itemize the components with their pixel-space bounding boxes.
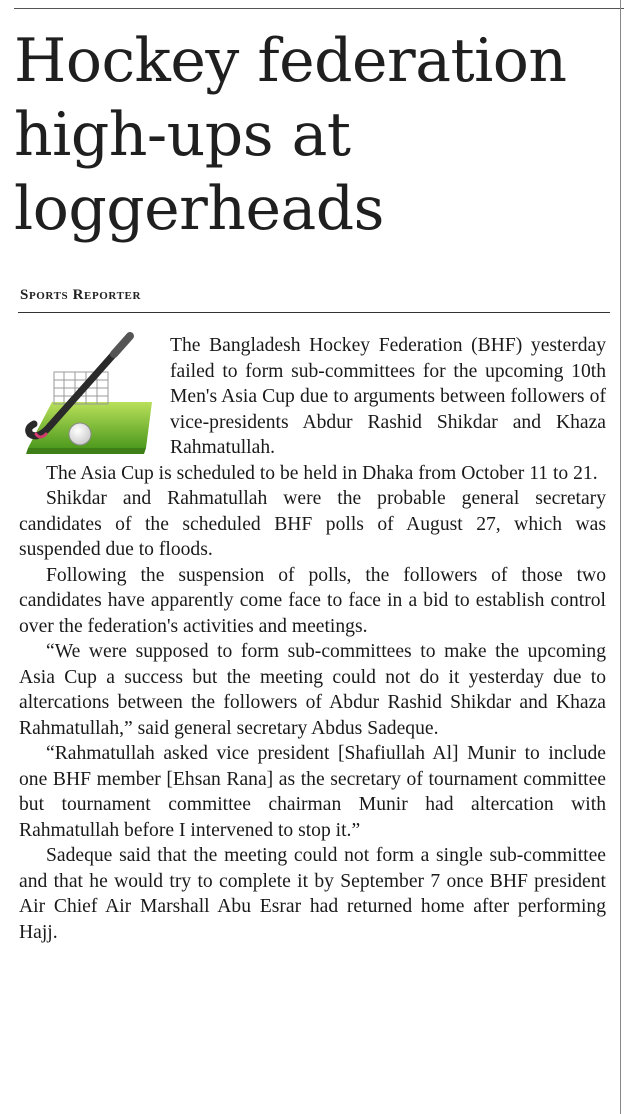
paragraph-lede: The Bangladesh Hockey Federation (BHF) yesterday failed to form sub-committees for the upcoming 10th Men's Asia Cup due to arguments between followers of vice-presidents Abdur Rashid Shikdar and Khaza Rahmatullah. xyxy=(170,335,606,458)
paragraph: Following the suspension of polls, the followers of those two candidates have apparently come face to face in a bid to establish control over the federation's activities and meetings. xyxy=(19,564,606,637)
paragraph: The Asia Cup is scheduled to be held in Dhaka from October 11 to 21. xyxy=(46,462,598,484)
column-rule xyxy=(620,0,621,1114)
paragraph: “We were supposed to form sub-committees to make the upcoming Asia Cup a success but the meeting could not do it yesterday due to altercations between the followers of Abdur Rashid Shikdar and Khaza Rahmatullah,” said general secretary Abdus Sadeque. xyxy=(19,641,606,739)
article-body xyxy=(19,333,606,945)
paragraph: Shikdar and Rahmatullah were the probable general secretary candidates of the scheduled BHF polls of August 27, which was suspended due to floods. xyxy=(19,488,606,560)
paragraph: Sadeque said that the meeting could not form a single sub-committee and that he would try to complete it by September 7 once BHF president Air Chief Air Marshall Abu Esrar had returned home after performing Hajj. xyxy=(19,845,606,943)
byline: Sports Reporter xyxy=(20,287,141,303)
paragraph: “Rahmatullah asked vice president [Shafiullah Al] Munir to include one BHF member [Ehsan Rana] as the secretary of tournament committee but tournament committee chairman Munir had altercation with Rahmatullah before I intervened to stop it.” xyxy=(19,743,606,841)
byline-rule xyxy=(18,312,610,313)
headline: Hockey federation high-ups at loggerheads xyxy=(14,26,567,244)
top-rule xyxy=(14,8,624,9)
